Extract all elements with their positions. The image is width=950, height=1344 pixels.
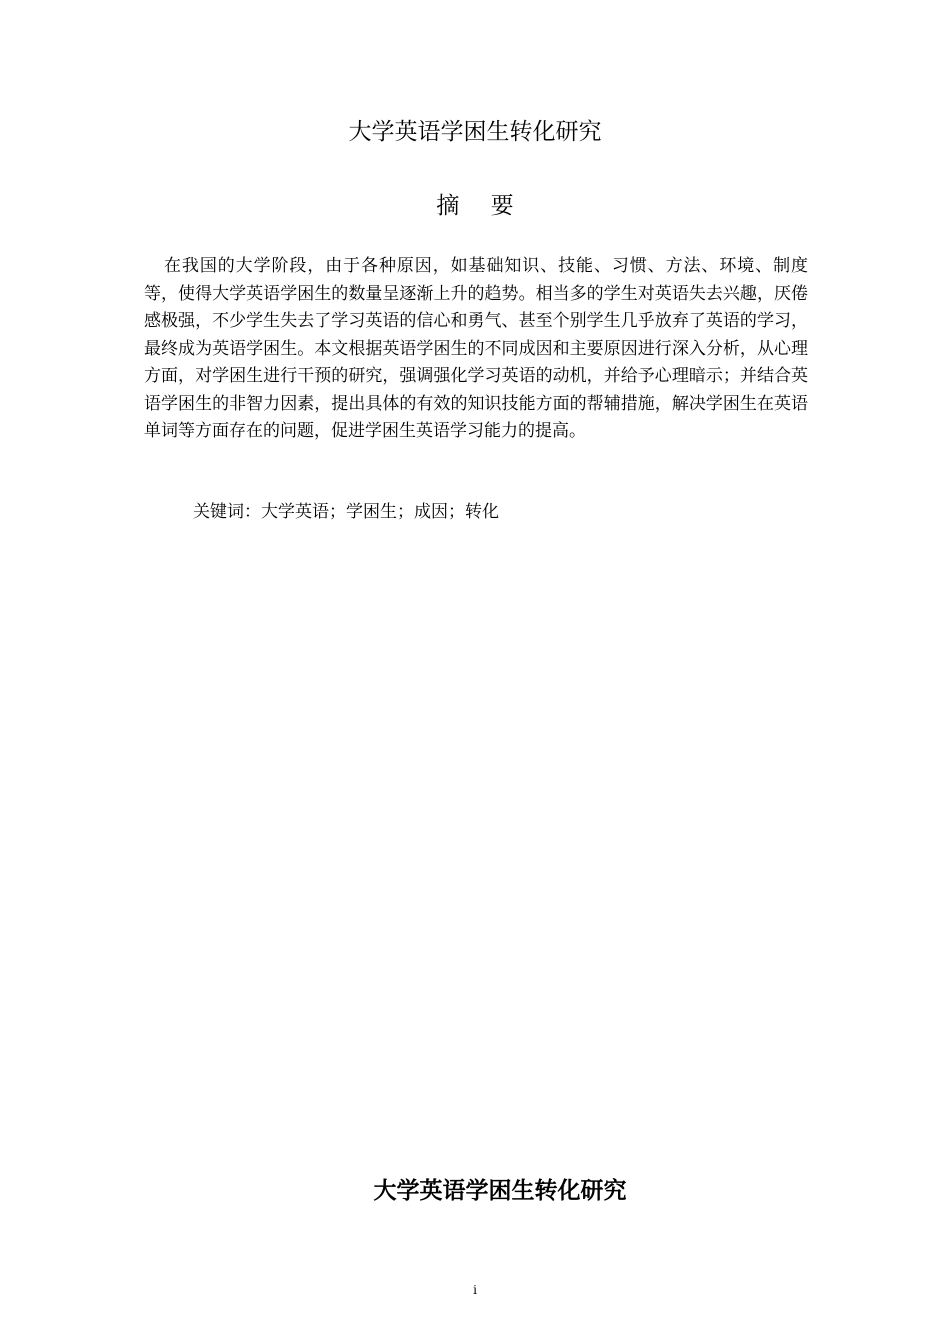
abstract-paragraph: 在我国的大学阶段，由于各种原因，如基础知识、技能、习惯、方法、环境、制度等，使得大学英语学困生的数量呈逐渐上升的趋势。相当多的学生对英语失去兴趣，厌倦感极强，不少学生失去了学习英语的信心和勇气、甚至个别学生几乎放弃了英语的学习，最终成为英语学困生。本文根据英语学困生的不同成因和主要原因进行深入分析，从心理方面，对学困生进行干预的研究，强调强化学习英语的动机，并给予心理暗示；并结合英语学困生的非智力因素，提出具体的有效的知识技能方面的帮辅措施，解决学困生在英语单词等方面存在的问题，促进学困生英语学习能力的提高。 [144, 256, 808, 441]
section-title: 大学英语学困生转化研究 [373, 1178, 627, 1204]
page-number: i [473, 1283, 477, 1297]
keywords-line: 关键词：大学英语；学困生；成因；转化 [193, 502, 499, 522]
document-title: 大学英语学困生转化研究 [348, 119, 602, 145]
abstract-heading: 摘 要 [436, 193, 526, 219]
